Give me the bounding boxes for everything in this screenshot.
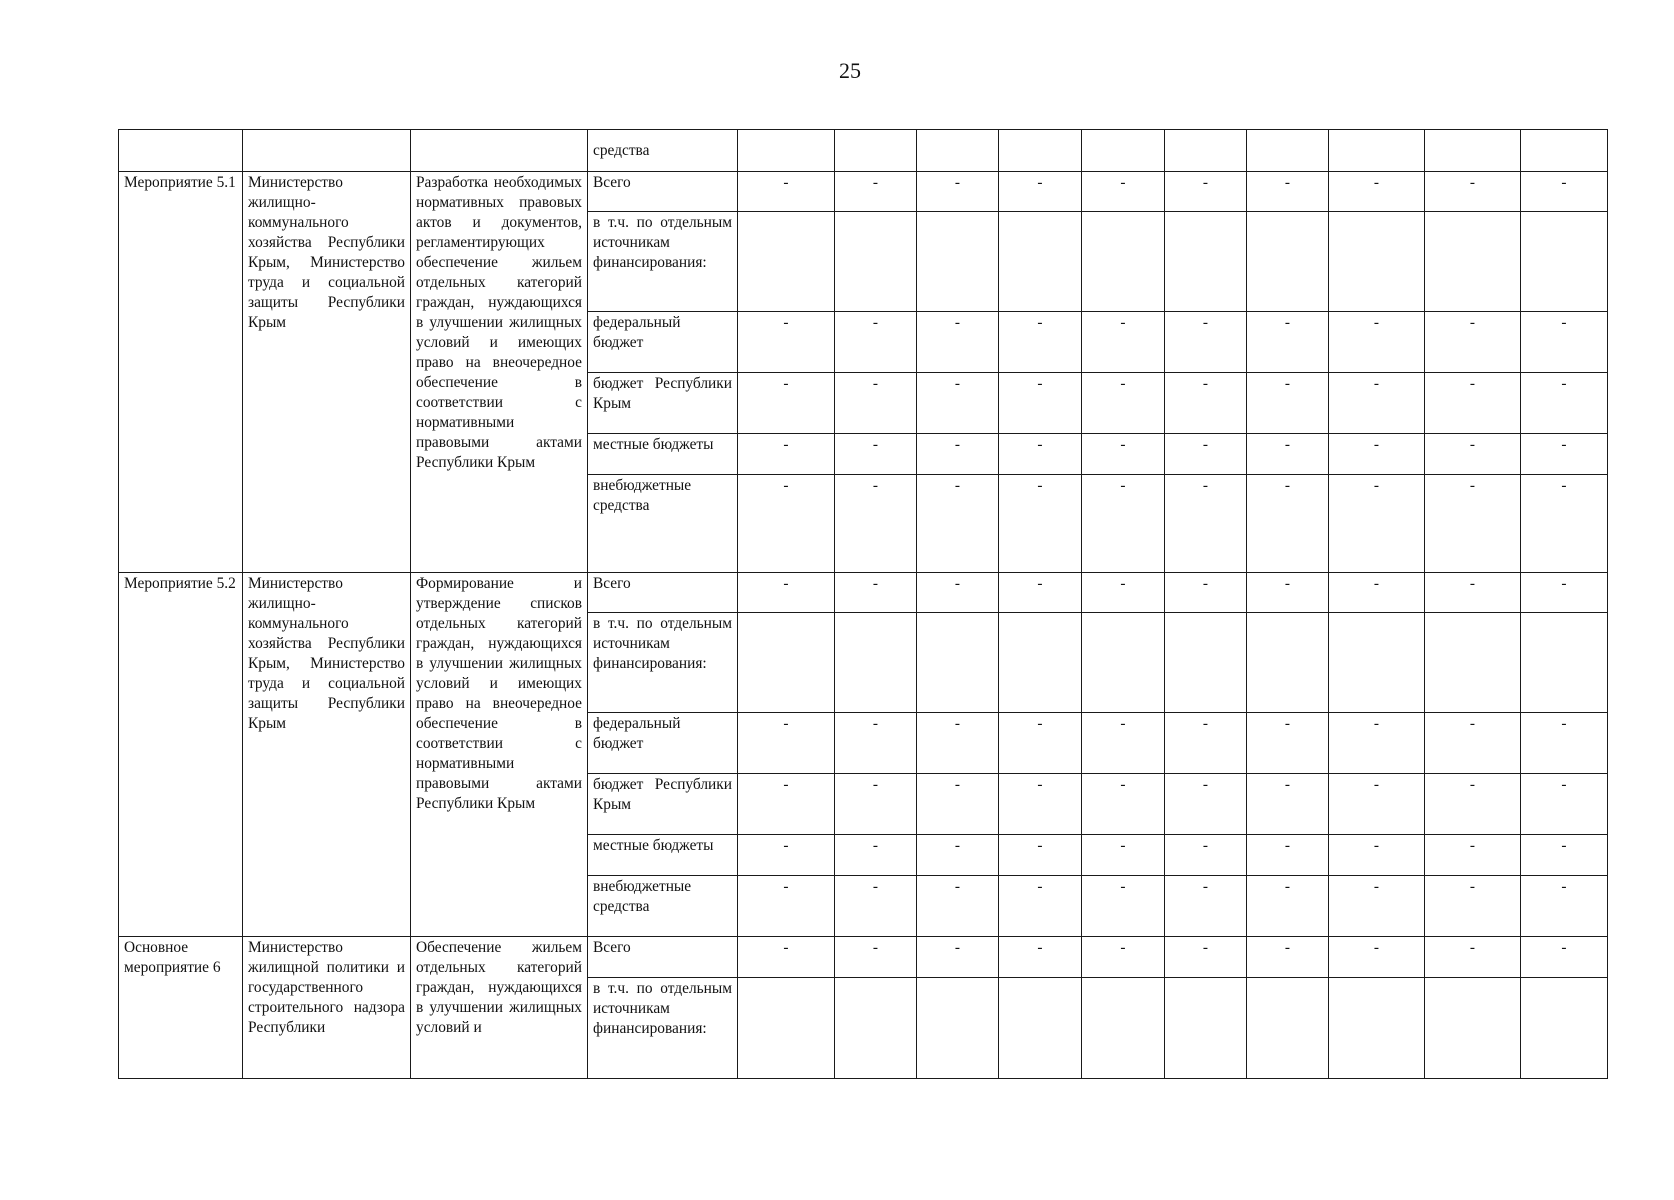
value-cell: - bbox=[999, 937, 1082, 978]
value-cell: - bbox=[1425, 937, 1521, 978]
value-cell: - bbox=[1082, 172, 1165, 212]
description-cell: Обеспечение жильем отдельных категорий граждан, нуждающихся в улучшении жилищных условий и bbox=[411, 937, 588, 1079]
value-cell: - bbox=[1425, 876, 1521, 937]
value-cell: - bbox=[1329, 876, 1425, 937]
value-cell: - bbox=[738, 713, 835, 774]
value-cell bbox=[1082, 212, 1165, 312]
value-cell: - bbox=[1329, 713, 1425, 774]
value-cell: - bbox=[1247, 713, 1329, 774]
value-cell: - bbox=[1329, 312, 1425, 373]
value-cell: - bbox=[1425, 713, 1521, 774]
value-cell: - bbox=[917, 475, 999, 573]
value-cell: - bbox=[917, 876, 999, 937]
value-cell: - bbox=[1425, 312, 1521, 373]
table-row bbox=[119, 130, 1608, 172]
value-cell bbox=[917, 130, 999, 172]
value-cell bbox=[917, 212, 999, 312]
funding-source-cell: федеральный бюджет bbox=[588, 312, 738, 373]
value-cell: - bbox=[738, 373, 835, 434]
value-cell: - bbox=[738, 312, 835, 373]
value-cell: - bbox=[835, 312, 917, 373]
value-cell: - bbox=[999, 713, 1082, 774]
value-cell bbox=[999, 130, 1082, 172]
value-cell bbox=[1247, 978, 1329, 1079]
value-cell: - bbox=[1247, 573, 1329, 613]
value-cell bbox=[917, 978, 999, 1079]
value-cell: - bbox=[835, 937, 917, 978]
value-cell: - bbox=[1329, 835, 1425, 876]
value-cell: - bbox=[1082, 434, 1165, 475]
value-cell: - bbox=[1521, 573, 1608, 613]
funding-source-cell: бюджет Республики Крым bbox=[588, 774, 738, 835]
value-cell: - bbox=[1329, 434, 1425, 475]
value-cell bbox=[738, 613, 835, 713]
value-cell: - bbox=[1521, 312, 1608, 373]
value-cell bbox=[999, 212, 1082, 312]
funding-source-cell: в т.ч. по отдельным источникам финансирования: bbox=[588, 613, 738, 713]
value-cell: - bbox=[1425, 172, 1521, 212]
funding-source-cell: в т.ч. по отдельным источникам финансирования: bbox=[588, 212, 738, 312]
value-cell: - bbox=[1165, 312, 1247, 373]
value-cell: - bbox=[1082, 713, 1165, 774]
value-cell bbox=[1165, 613, 1247, 713]
value-cell: - bbox=[1165, 835, 1247, 876]
value-cell bbox=[1165, 212, 1247, 312]
value-cell bbox=[1521, 130, 1608, 172]
value-cell: - bbox=[917, 713, 999, 774]
value-cell: - bbox=[1165, 373, 1247, 434]
value-cell: - bbox=[999, 172, 1082, 212]
value-cell: - bbox=[999, 835, 1082, 876]
value-cell: - bbox=[1329, 573, 1425, 613]
funding-table bbox=[118, 129, 1608, 1079]
value-cell bbox=[835, 978, 917, 1079]
value-cell bbox=[1165, 978, 1247, 1079]
value-cell: - bbox=[1425, 573, 1521, 613]
activity-cell: Мероприятие 5.1 bbox=[119, 172, 243, 573]
value-cell: - bbox=[1329, 774, 1425, 835]
value-cell: - bbox=[917, 774, 999, 835]
value-cell bbox=[1247, 613, 1329, 713]
value-cell bbox=[738, 978, 835, 1079]
value-cell: - bbox=[835, 475, 917, 573]
funding-source-cell: местные бюджеты bbox=[588, 434, 738, 475]
value-cell: - bbox=[1165, 434, 1247, 475]
activity-cell bbox=[119, 130, 243, 172]
executor-cell: Министерство жилищно-коммунального хозяйства Республики Крым, Министерство труда и социальной защиты Республики Крым bbox=[243, 172, 411, 573]
value-cell: - bbox=[738, 475, 835, 573]
value-cell: - bbox=[1425, 774, 1521, 835]
funding-source-cell: Всего bbox=[588, 172, 738, 212]
value-cell: - bbox=[1247, 876, 1329, 937]
value-cell bbox=[917, 613, 999, 713]
value-cell: - bbox=[1425, 835, 1521, 876]
value-cell: - bbox=[835, 835, 917, 876]
value-cell: - bbox=[917, 573, 999, 613]
value-cell: - bbox=[999, 373, 1082, 434]
value-cell: - bbox=[999, 434, 1082, 475]
value-cell: - bbox=[1329, 172, 1425, 212]
funding-source-cell: Всего bbox=[588, 937, 738, 978]
value-cell: - bbox=[1165, 475, 1247, 573]
value-cell: - bbox=[917, 312, 999, 373]
value-cell: - bbox=[738, 774, 835, 835]
value-cell: - bbox=[917, 835, 999, 876]
source-cell: средства bbox=[588, 130, 738, 172]
value-cell bbox=[1425, 212, 1521, 312]
value-cell: - bbox=[917, 937, 999, 978]
value-cell bbox=[1329, 212, 1425, 312]
value-cell bbox=[999, 978, 1082, 1079]
value-cell: - bbox=[1247, 434, 1329, 475]
value-cell: - bbox=[1425, 434, 1521, 475]
value-cell: - bbox=[1247, 312, 1329, 373]
funding-source-cell: Всего bbox=[588, 573, 738, 613]
value-cell: - bbox=[835, 876, 917, 937]
value-cell bbox=[1521, 212, 1608, 312]
value-cell: - bbox=[917, 434, 999, 475]
value-cell bbox=[1165, 130, 1247, 172]
value-cell: - bbox=[1082, 774, 1165, 835]
value-cell: - bbox=[1082, 475, 1165, 573]
value-cell: - bbox=[1247, 475, 1329, 573]
value-cell: - bbox=[1521, 774, 1608, 835]
description-cell bbox=[411, 130, 588, 172]
value-cell: - bbox=[738, 835, 835, 876]
value-cell: - bbox=[1329, 475, 1425, 573]
value-cell: - bbox=[1165, 573, 1247, 613]
value-cell: - bbox=[1521, 876, 1608, 937]
value-cell bbox=[1425, 130, 1521, 172]
value-cell: - bbox=[835, 573, 917, 613]
value-cell: - bbox=[1247, 373, 1329, 434]
funding-source-cell: федеральный бюджет bbox=[588, 713, 738, 774]
funding-source-cell: в т.ч. по отдельным источникам финансирования: bbox=[588, 978, 738, 1079]
value-cell: - bbox=[999, 312, 1082, 373]
value-cell: - bbox=[999, 475, 1082, 573]
value-cell: - bbox=[738, 172, 835, 212]
description-cell: Формирование и утверждение списков отдельных категорий граждан, нуждающихся в улучшении жилищных условий и имеющих право на внеочередное обеспечение в соответствии с нормативными правовыми актами Республики Крым bbox=[411, 573, 588, 937]
value-cell bbox=[738, 212, 835, 312]
value-cell bbox=[835, 613, 917, 713]
value-cell: - bbox=[1521, 475, 1608, 573]
executor-cell: Министерство жилищно-коммунального хозяйства Республики Крым, Министерство труда и социальной защиты Республики Крым bbox=[243, 573, 411, 937]
value-cell: - bbox=[1521, 937, 1608, 978]
value-cell: - bbox=[1521, 373, 1608, 434]
value-cell bbox=[835, 212, 917, 312]
funding-source-cell: местные бюджеты bbox=[588, 835, 738, 876]
value-cell bbox=[999, 613, 1082, 713]
value-cell: - bbox=[1425, 373, 1521, 434]
page-number: 25 bbox=[839, 58, 861, 83]
funding-source-cell: внебюджетные средства bbox=[588, 876, 738, 937]
funding-source-cell: бюджет Республики Крым bbox=[588, 373, 738, 434]
value-cell: - bbox=[1521, 713, 1608, 774]
table-row bbox=[119, 573, 1608, 613]
value-cell: - bbox=[917, 373, 999, 434]
activity-cell: Мероприятие 5.2 bbox=[119, 573, 243, 937]
value-cell: - bbox=[1165, 876, 1247, 937]
value-cell: - bbox=[738, 434, 835, 475]
value-cell: - bbox=[738, 937, 835, 978]
value-cell bbox=[1329, 613, 1425, 713]
value-cell bbox=[1247, 130, 1329, 172]
value-cell bbox=[1329, 130, 1425, 172]
value-cell: - bbox=[1082, 937, 1165, 978]
value-cell: - bbox=[1247, 774, 1329, 835]
value-cell: - bbox=[999, 876, 1082, 937]
value-cell: - bbox=[1082, 573, 1165, 613]
value-cell: - bbox=[917, 172, 999, 212]
value-cell: - bbox=[1082, 835, 1165, 876]
table-row bbox=[119, 937, 1608, 978]
value-cell bbox=[1521, 613, 1608, 713]
value-cell: - bbox=[1425, 475, 1521, 573]
value-cell: - bbox=[1521, 434, 1608, 475]
value-cell: - bbox=[835, 373, 917, 434]
value-cell: - bbox=[1165, 172, 1247, 212]
value-cell bbox=[1425, 978, 1521, 1079]
value-cell: - bbox=[738, 573, 835, 613]
value-cell: - bbox=[738, 876, 835, 937]
table-row bbox=[119, 172, 1608, 212]
value-cell bbox=[1329, 978, 1425, 1079]
value-cell: - bbox=[835, 172, 917, 212]
value-cell: - bbox=[1165, 713, 1247, 774]
executor-cell bbox=[243, 130, 411, 172]
value-cell: - bbox=[1082, 373, 1165, 434]
executor-cell: Министерство жилищной политики и государственного строительного надзора Республики bbox=[243, 937, 411, 1079]
value-cell bbox=[1425, 613, 1521, 713]
value-cell: - bbox=[1247, 937, 1329, 978]
value-cell: - bbox=[1521, 172, 1608, 212]
value-cell: - bbox=[999, 573, 1082, 613]
description-cell: Разработка необходимых нормативных правовых актов и документов, регламентирующих обеспечение жильем отдельных категорий граждан, нуждающихся в улучшении жилищных условий и имеющих право на внеочередное обеспечение в соответствии с нормативными правовыми актами Республики Крым bbox=[411, 172, 588, 573]
value-cell: - bbox=[1165, 774, 1247, 835]
funding-source-cell: внебюджетные средства bbox=[588, 475, 738, 573]
value-cell bbox=[738, 130, 835, 172]
value-cell bbox=[1082, 130, 1165, 172]
value-cell: - bbox=[1329, 937, 1425, 978]
value-cell: - bbox=[1247, 172, 1329, 212]
value-cell: - bbox=[1082, 876, 1165, 937]
value-cell: - bbox=[1247, 835, 1329, 876]
value-cell: - bbox=[1165, 937, 1247, 978]
value-cell: - bbox=[835, 713, 917, 774]
value-cell: - bbox=[1082, 312, 1165, 373]
value-cell bbox=[1247, 212, 1329, 312]
value-cell bbox=[835, 130, 917, 172]
value-cell bbox=[1082, 613, 1165, 713]
value-cell: - bbox=[1329, 373, 1425, 434]
value-cell: - bbox=[835, 434, 917, 475]
value-cell bbox=[1082, 978, 1165, 1079]
activity-cell: Основное мероприятие 6 bbox=[119, 937, 243, 1079]
value-cell: - bbox=[835, 774, 917, 835]
value-cell: - bbox=[999, 774, 1082, 835]
value-cell: - bbox=[1521, 835, 1608, 876]
value-cell bbox=[1521, 978, 1608, 1079]
